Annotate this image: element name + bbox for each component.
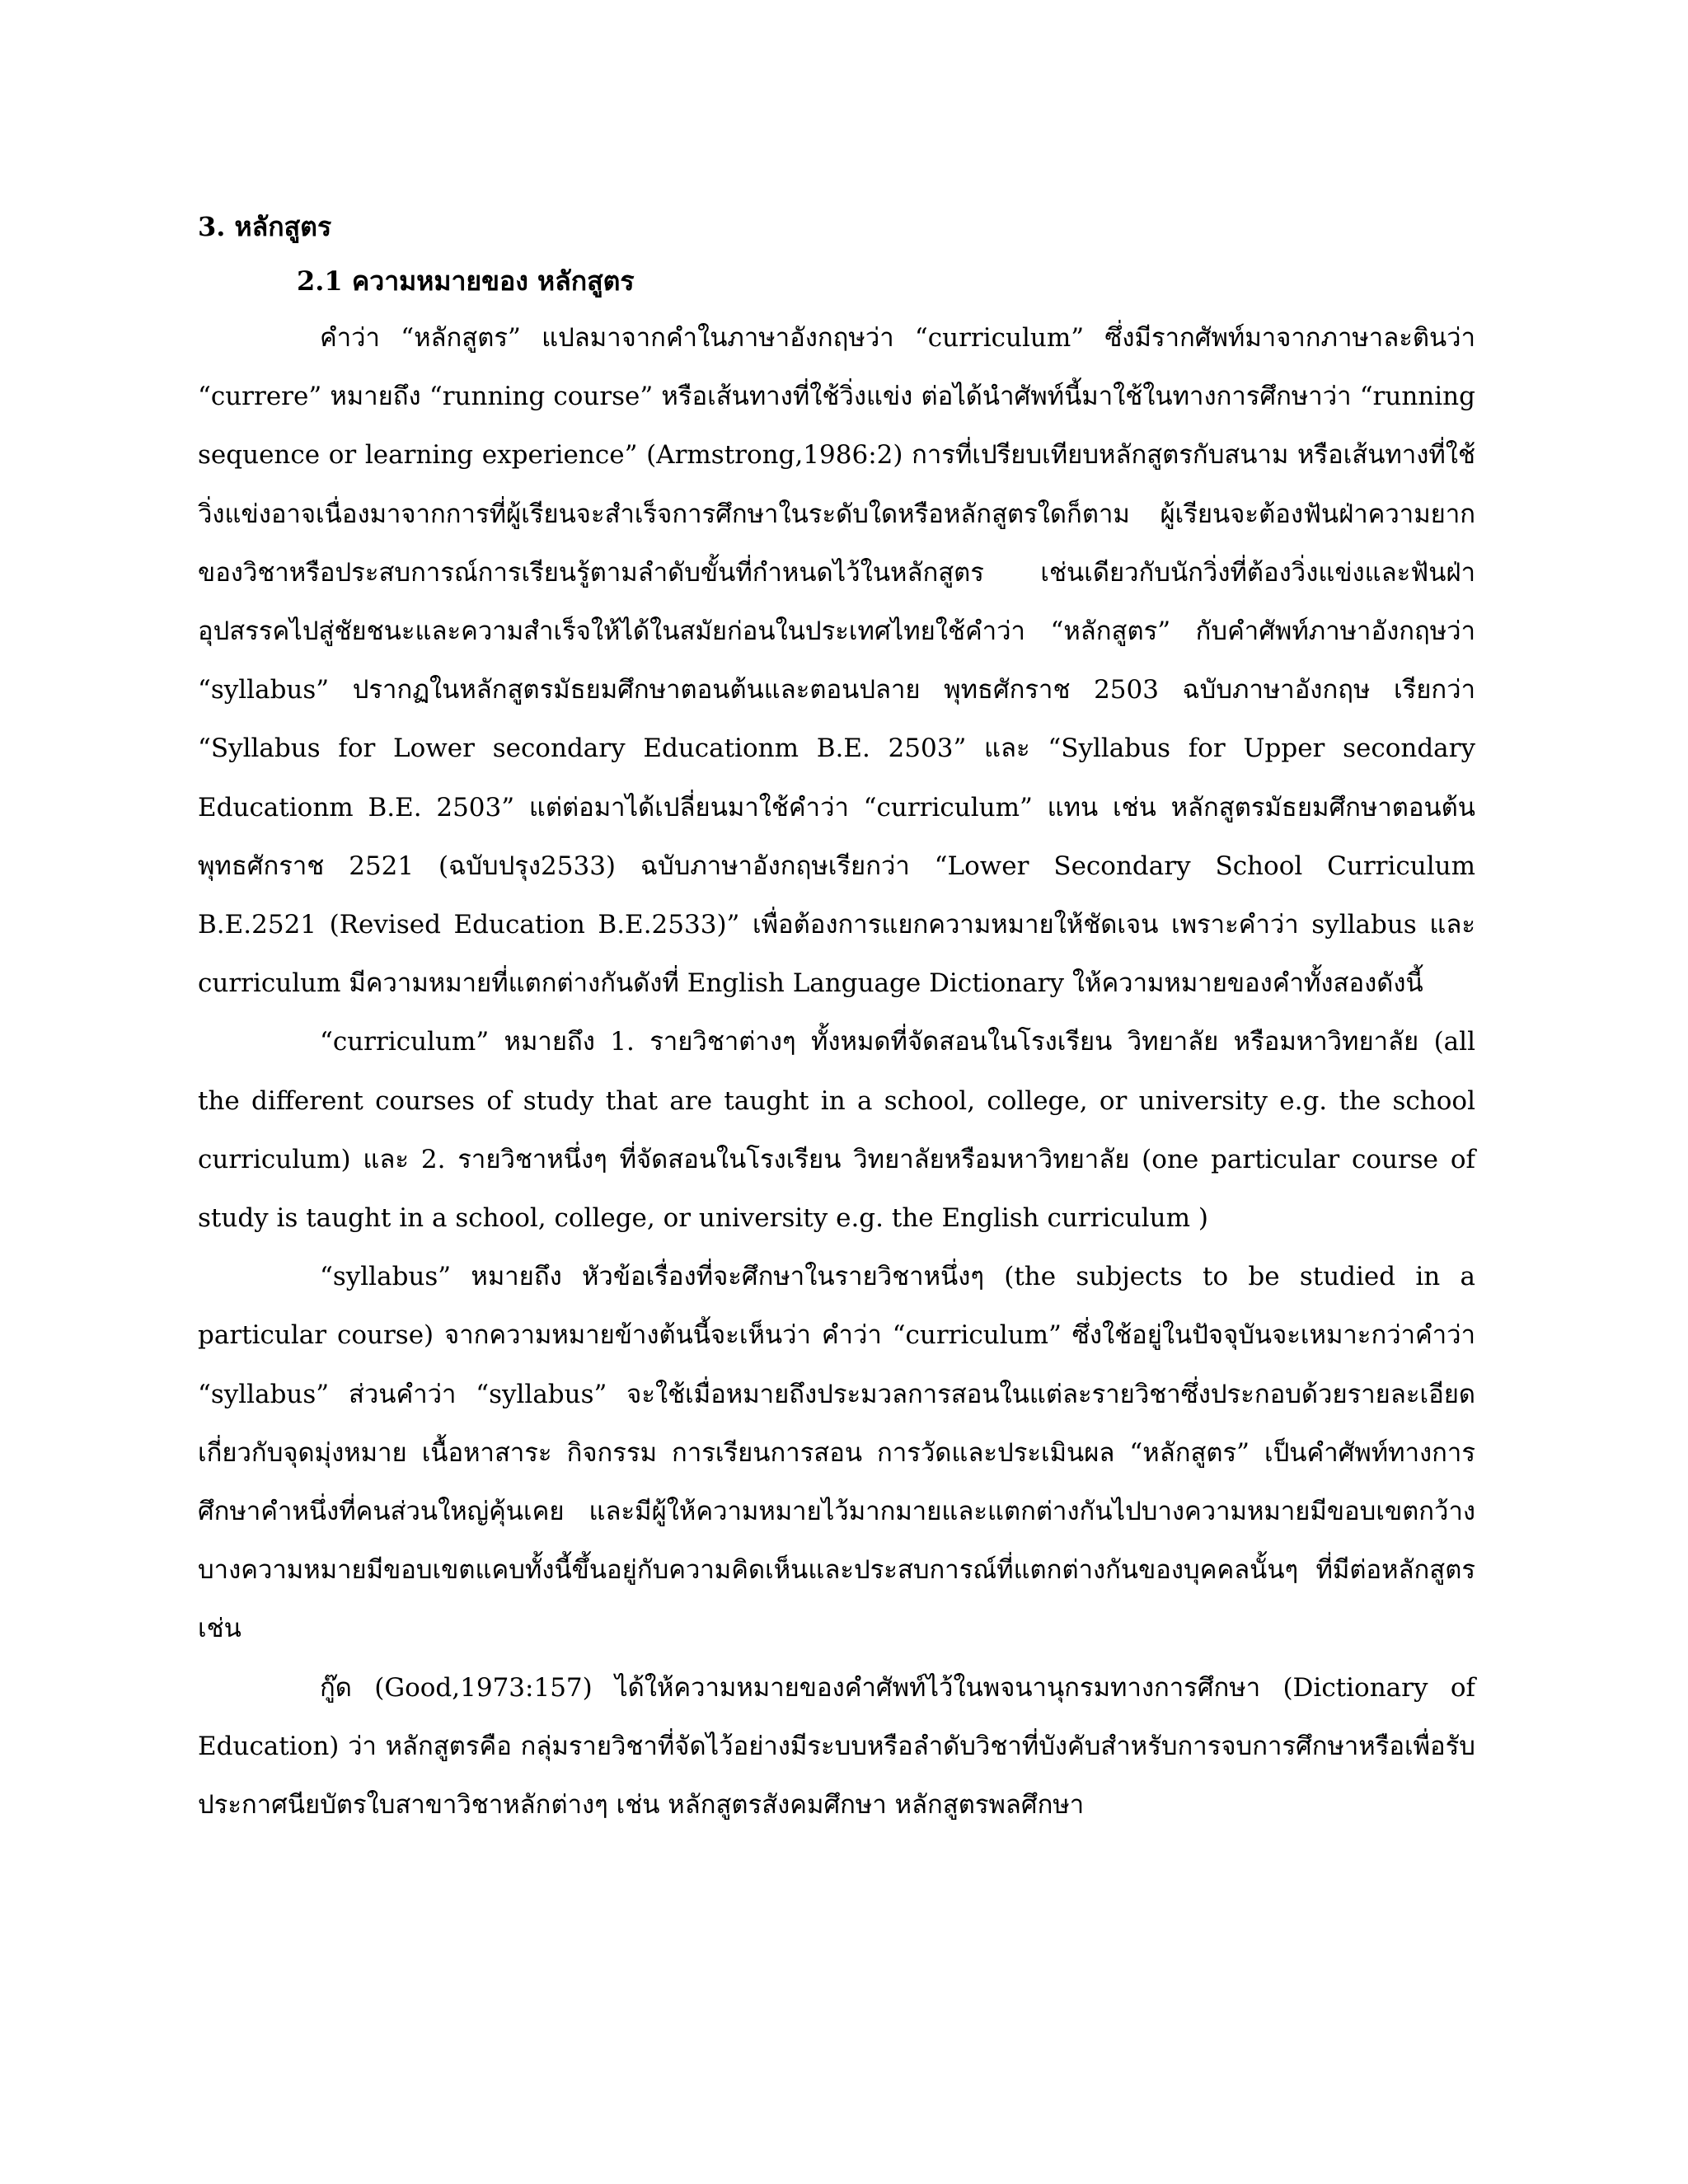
paragraph-curriculum-definition: “curriculum” หมายถึง 1. รายวิชาต่างๆ ทั้งหมดที่จัดสอนในโรงเรียน วิทยาลัย หรือมหาวิทยาลัย (all the different courses of study that are taught in a school, college, or university e.g. the school curriculum) และ 2. รายวิชาหนึ่งๆ ที่จัดสอนในโรงเรียน วิทยาลัยหรือมหาวิทยาลัย (one particular course of study is taught in a school, college, or university e.g. the English curriculum ) (198, 1027, 1475, 1234)
document-body (198, 210, 1475, 1835)
subsection-heading: 2.1 ความหมายของ หลักสูตร (297, 265, 635, 297)
section-heading: 3. หลักสูตร (198, 211, 332, 242)
paragraph-good-definition: กู๊ด (Good,1973:157) ได้ให้ความหมายของคำศัพท์ไว้ในพจนานุกรมทางการศึกษา (Dictionary of Education) ว่า หลักสูตรคือ กลุ่มรายวิชาที่จัดไว้อย่างมีระบบหรือลำดับวิชาที่บังคับสำหรับการจบการศึกษาหรือเพื่อรับประกาศนียบัตรใบสาขาวิชาหลักต่างๆ เช่น หลักสูตรสังคมศึกษา หลักสูตรพลศึกษา (198, 1672, 1475, 1821)
paragraph-syllabus-definition: “syllabus” หมายถึง หัวข้อเรื่องที่จะศึกษาในรายวิชาหนึ่งๆ (the subjects to be studied in a particular course) จากความหมายข้างต้นนี้จะเห็นว่า คำว่า “curriculum” ซึ่งใช้อยู่ในปัจจุบันจะเหมาะกว่าคำว่า “syllabus” ส่วนคำว่า “syllabus” จะใช้เมื่อหมายถึงประมวลการสอนในแต่ละรายวิชาซึ่งประกอบด้วยรายละเอียดเกี่ยวกับจุดมุ่งหมาย เนื้อหาสาระ กิจกรรม การเรียนการสอน การวัดและประเมินผล “หลักสูตร” เป็นคำศัพท์ทางการศึกษาคำหนึ่งที่คนส่วนใหญ่คุ้นเคย และมีผู้ให้ความหมายไว้มากมายและแตกต่างกันไปบางความหมายมีขอบเขตกว้างบางความหมายมีขอบเขตแคบทั้งนี้ขึ้นอยู่กับความคิดเห็นและประสบการณ์ที่แตกต่างกันของบุคคลนั้นๆ ที่มีต่อหลักสูตร เช่น (198, 1262, 1475, 1644)
paragraph-curriculum-origin: คำว่า “หลักสูตร” แปลมาจากคำในภาษาอังกฤษว่า “curriculum” ซึ่งมีรากศัพท์มาจากภาษาละตินว่า “currere” หมายถึง “running course” หรือเส้นทางที่ใช้วิ่งแข่ง ต่อได้นำศัพท์นี้มาใช้ในทางการศึกษาว่า “running sequence or learning experience” (Armstrong,1986:2) การที่เปรียบเทียบหลักสูตรกับสนาม หรือเส้นทางที่ใช้วิ่งแข่งอาจเนื่องมาจากการที่ผู้เรียนจะสำเร็จการศึกษาในระดับใดหรือหลักสูตรใดก็ตาม ผู้เรียนจะต้องฟันฝ่าความยากของวิชาหรือประสบการณ์การเรียนรู้ตามลำดับขั้นที่กำหนดไว้ในหลักสูตร เช่นเดียวกับนักวิ่งที่ต้องวิ่งแข่งและฟันฝ่าอุปสรรคไปสู่ชัยชนะและความสำเร็จให้ได้ในสมัยก่อนในประเทศไทยใช้คำว่า “หลักสูตร” กับคำศัพท์ภาษาอังกฤษว่า “syllabus” ปรากฏในหลักสูตรมัธยมศึกษาตอนต้นและตอนปลาย พุทธศักราช 2503 ฉบับภาษาอังกฤษ เรียกว่า “Syllabus for Lower secondary Educationm B.E. 2503” และ “Syllabus for Upper secondary Educationm B.E. 2503” แต่ต่อมาได้เปลี่ยนมาใช้คำว่า “curriculum” แทน เช่น หลักสูตรมัธยมศึกษาตอนต้น พุทธศักราช 2521 (ฉบับปรุง2533) ฉบับภาษาอังกฤษเรียกว่า “Lower Secondary School Curriculum B.E.2521 (Revised Education B.E.2533)” เพื่อต้องการแยกความหมายให้ชัดเจน เพราะคำว่า syllabus และ curriculum มีความหมายที่แตกต่างกันดังที่ English Language Dictionary ให้ความหมายของคำทั้งสองดังนี้ (198, 323, 1475, 999)
